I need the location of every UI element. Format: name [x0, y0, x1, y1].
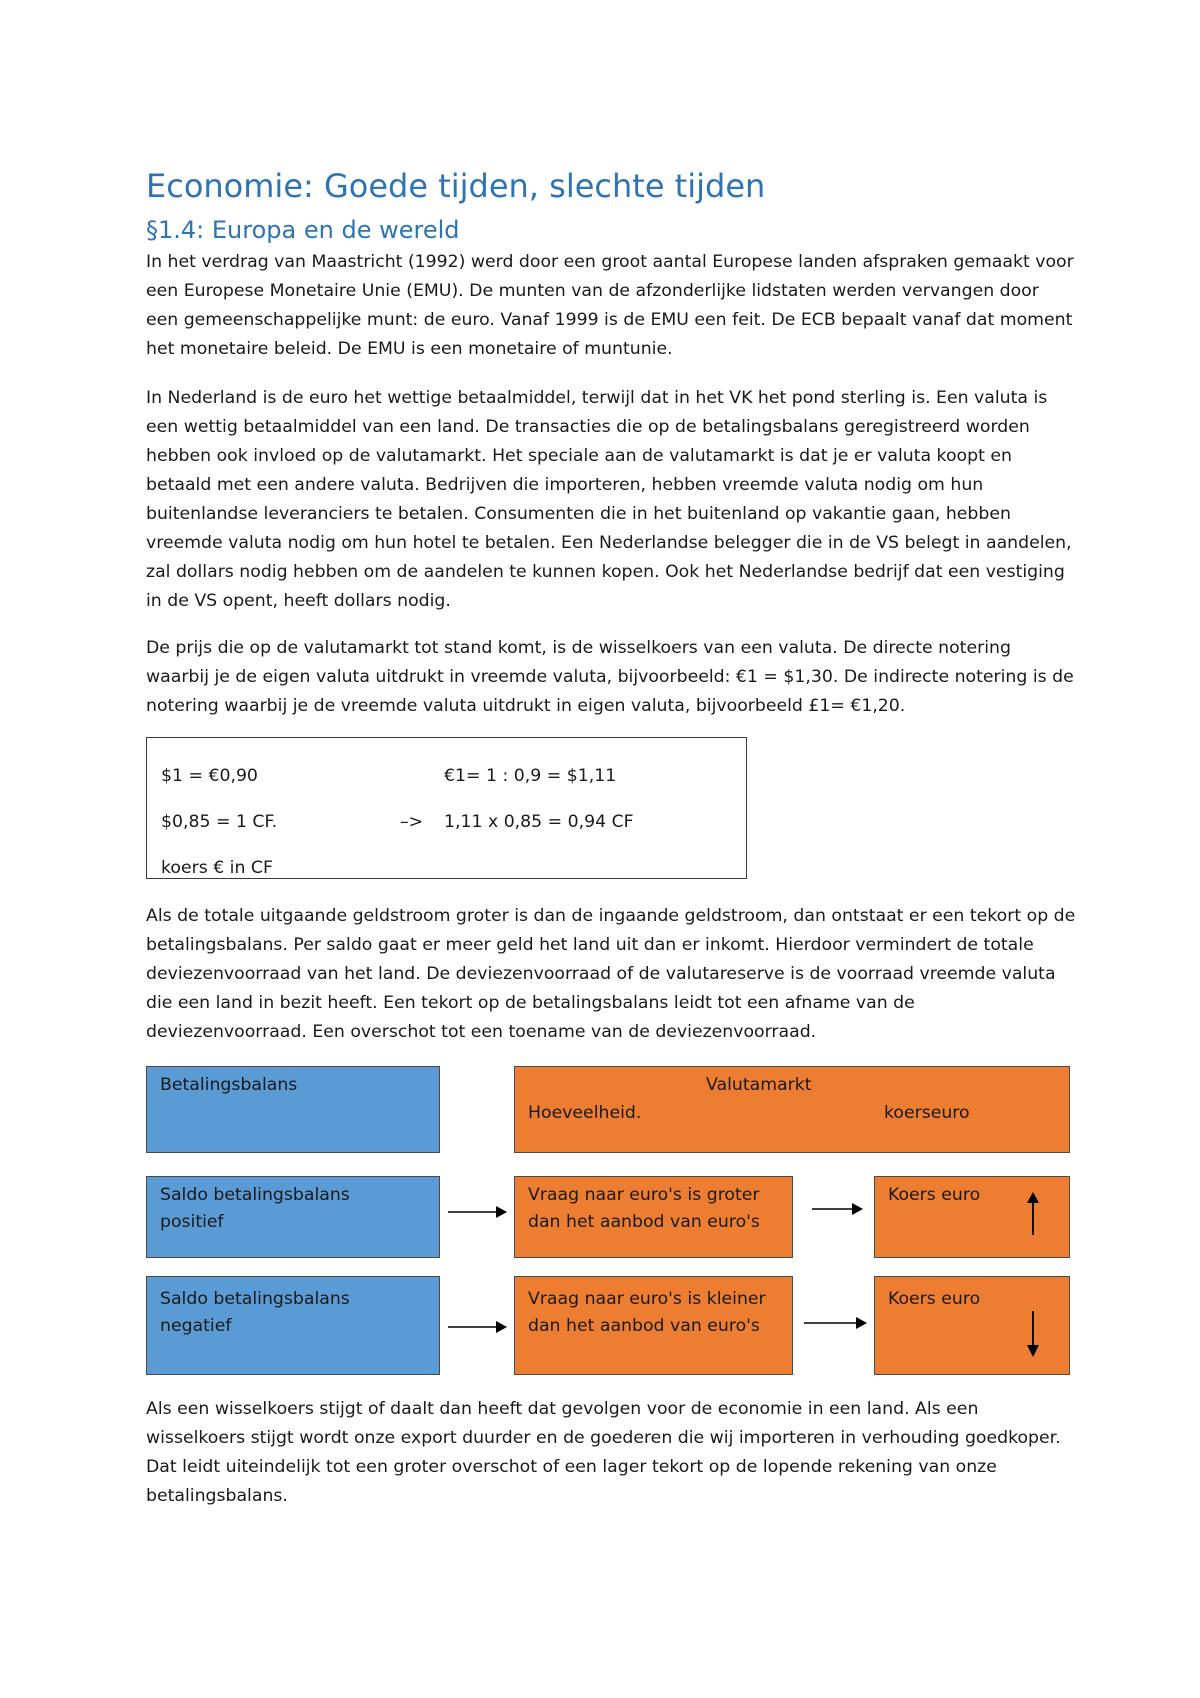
saldo-positief-box [146, 1176, 440, 1258]
paragraph-emu: In het verdrag van Maastricht (1992) werd door een groot aantal Europese landen afspraken gemaakt voor een Europese Monetaire Unie (EMU). De munten van de afzonderlijke lidstaten werden vervangen door een gemeenschappelijke munt: de euro. Vanaf 1999 is de EMU een feit. De ECB bepaalt vanaf dat moment het monetaire beleid. De EMU is een monetaire of muntunie. [146, 252, 1074, 359]
example-row1-right: €1= 1 : 0,9 = $1,11 [444, 766, 617, 786]
koers-euro-daalt-box [874, 1276, 1070, 1375]
vraag-kleiner-box [514, 1276, 793, 1375]
example-row2-left: $0,85 = 1 CF. [161, 812, 278, 832]
koers-euro-stijgt-label: Koers euro [888, 1185, 981, 1205]
section-heading: §1.4: Europa en de wereld [146, 216, 460, 244]
arrow-right-icon [810, 1200, 866, 1218]
paragraph-wisselkoers: De prijs die op de valutamarkt tot stand komt, is de wisselkoers van een valuta. De directe notering waarbij je de eigen valuta uitdrukt in vreemde valuta, bijvoorbeeld: €1 = $1,30. De indirecte notering is de notering waarbij je de vreemde valuta uitdrukt in eigen valuta, bijvoorbeeld £1= €1,20. [146, 638, 1074, 716]
koers-euro-daalt-label: Koers euro [888, 1289, 981, 1309]
saldo-positief-line2: positief [160, 1212, 224, 1232]
arrow-down-icon [1025, 1309, 1041, 1359]
betalingsbalans-label: Betalingsbalans [160, 1075, 298, 1095]
paragraph-betalingsbalans: Als de totale uitgaande geldstroom groter is dan de ingaande geldstroom, dan ontstaat er een tekort op de betalingsbalans. Per saldo gaat er meer geld het land uit dan er inkomt. Hierdoor vermindert de totale deviezenvoorraad van het land. De deviezenvoorraad of de valutareserve is de voorraad vreemde valuta die een land in bezit heeft. Een tekort op de betalingsbalans leidt tot een afname van de deviezenvoorraad. Een overschot tot een toename van de deviezenvoorraad. [146, 906, 1076, 1042]
valutamarkt-label: Valutamarkt [706, 1075, 812, 1095]
paragraph-wisselkoers-gevolgen: Als een wisselkoers stijgt of daalt dan heeft dat gevolgen voor de economie in een land. Als een wisselkoers stijgt wordt onze export duurder en de goederen die wij importeren in verhouding goedkoper. Dat leidt uiteindelijk tot een groter overschot of een lager tekort op de lopende rekening van onze betalingsbalans. [146, 1399, 1061, 1506]
vraag-groter-line1: Vraag naar euro's is groter [528, 1185, 760, 1205]
koerseuro-label: koerseuro [884, 1103, 970, 1123]
example-row3-left: koers € in CF [161, 858, 273, 878]
saldo-negatief-line1: Saldo betalingsbalans [160, 1289, 350, 1309]
saldo-negatief-box [146, 1276, 440, 1375]
koers-euro-stijgt-box [874, 1176, 1070, 1258]
vraag-groter-box [514, 1176, 793, 1258]
document-title: Economie: Goede tijden, slechte tijden [146, 167, 766, 205]
vraag-kleiner-line1: Vraag naar euro's is kleiner [528, 1289, 766, 1309]
arrow-right-icon [802, 1314, 870, 1332]
example-row2-arrow: –> [400, 812, 424, 832]
arrow-up-icon [1025, 1191, 1041, 1237]
valutamarkt-header-box [514, 1066, 1070, 1153]
arrow-right-icon [446, 1318, 510, 1336]
vraag-groter-line2: dan het aanbod van euro's [528, 1212, 760, 1232]
arrow-right-icon [446, 1203, 510, 1221]
paragraph-valuta: In Nederland is de euro het wettige betaalmiddel, terwijl dat in het VK het pond sterling is. Een valuta is een wettig betaalmiddel van een land. De transacties die op de betalingsbalans geregistreerd worden hebben ook invloed op de valutamarkt. Het speciale aan de valutamarkt is dat je er valuta koopt en betaald met een andere valuta. Bedrijven die importeren, hebben vreemde valuta nodig om hun buitenlandse leveranciers te betalen. Consumenten die in het buitenland op vakantie gaan, hebben vreemde valuta nodig om hun hotel te betalen. Een Nederlandse belegger die in de VS belegt in aandelen, zal dollars nodig hebben om de aandelen te kunnen kopen. Ook het Nederlandse bedrijf dat een vestiging in de VS opent, heeft dollars nodig. [146, 388, 1072, 611]
example-row2-right: 1,11 x 0,85 = 0,94 CF [444, 812, 634, 832]
saldo-negatief-line2: negatief [160, 1316, 232, 1336]
saldo-positief-line1: Saldo betalingsbalans [160, 1185, 350, 1205]
example-calculation-box [146, 737, 747, 879]
example-row1-left: $1 = €0,90 [161, 766, 258, 786]
vraag-kleiner-line2: dan het aanbod van euro's [528, 1316, 760, 1336]
betalingsbalans-header-box [146, 1066, 440, 1153]
hoeveelheid-label: Hoeveelheid. [528, 1103, 642, 1123]
